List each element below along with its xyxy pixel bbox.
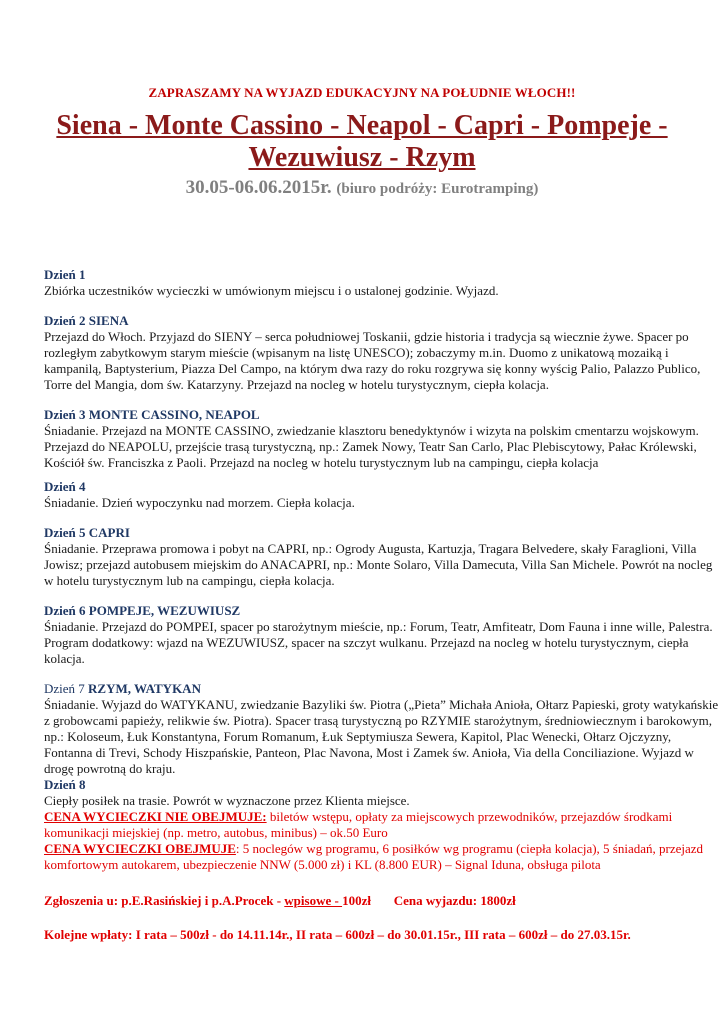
day-title (44, 681, 720, 697)
day-7 (44, 681, 720, 777)
day-title: Dzień 3 MONTE CASSINO, NEAPOL (44, 407, 260, 422)
signup-deposit: wpisowe - (284, 893, 343, 908)
signup-contacts: Zgłoszenia u: p.E.Rasińskiej i p.A.Procek - (44, 893, 285, 908)
trip-price: Cena wyjazdu: 1800zł (393, 893, 516, 908)
day-title-prefix: Dzień 7 (44, 681, 85, 696)
day-1 (44, 267, 720, 299)
day-title: Dzień 8 (44, 777, 86, 792)
day-4 (44, 479, 720, 511)
day-text: Zbiórka uczestników wycieczki w umówionym miejscu i o ustalonej godzinie. Wyjazd. (44, 283, 499, 298)
price-excludes-label: CENA WYCIECZKI NIE OBEJMUJE: (44, 809, 267, 824)
day-2 (44, 313, 720, 393)
day-6 (44, 603, 720, 667)
day-3 (44, 407, 720, 471)
trip-title-line1: Siena - Monte Cassino - Neapol - Capri - Pompeje - (56, 110, 668, 141)
day-5 (44, 525, 720, 589)
day-text: Śniadanie. Dzień wypoczynku nad morzem. Ciepła kolacja. (44, 495, 355, 510)
payment-schedule: Kolejne wpłaty: I rata – 500zł - do 14.11.14r., II rata – 600zł – do 30.01.15r., III rata – 600zł – do 27.03.15r. (44, 927, 631, 942)
price-excludes (44, 809, 720, 841)
price-includes-label: CENA WYCIECZKI OBEJMUJE (44, 841, 236, 856)
day-text: Śniadanie. Przejazd na MONTE CASSINO, zwiedzanie klasztoru benedyktynów i wizyta na polskim cmentarzu wojskowym. Przejazd do NEAPOLU, przejście trasą turystyczną, np.: Zamek Nowy, Teatr San Carlo, Plac Plebiscytowy, Pałac Królewski, Kościół św. Franciszka z Paoli. Przejazd na nocleg w hotelu turystycznym lub na campingu, ciepła kolacja (44, 423, 699, 470)
day-title: Dzień 5 CAPRI (44, 525, 130, 540)
date-range: 30.05-06.06.2015r. (185, 177, 332, 198)
trip-title-line2: Wezuwiusz - Rzym (248, 142, 476, 173)
price-includes (44, 841, 720, 873)
day-title-places: RZYM, WATYKAN (88, 681, 201, 696)
day-8 (44, 777, 720, 809)
travel-agency: (biuro podróży: Eurotramping) (336, 181, 539, 197)
day-text: Śniadanie. Wyjazd do WATYKANU, zwiedzanie Bazyliki św. Piotra („Pieta” Michała Anioła, Ołtarz Papieski, groty watykańskie z grobowcami papieży, relikwie św. Piotra). Spacer trasą turystyczną po RZYMIE starożytnym, średniowiecznym i barokowym, np.: Koloseum, Łuk Konstantyna, Forum Romanum, Łuk Septymiusza Sewera, Kapitol, Plac Wenecki, Ołtarz Ojczyzny, Fontanna di Trevi, Schody Hiszpańskie, Panteon, Plac Navona, Most i Zamek św. Anioła, Via della Conciliazione. Wyjazd w drogę powrotną do kraju. (44, 697, 719, 776)
signup-line (44, 893, 720, 909)
day-text: Przejazd do Włoch. Przyjazd do SIENY – serca południowej Toskanii, gdzie historia i tradycja są wiecznie żywe. Spacer po rozległym zabytkowym starym mieście (wpisanym na listę UNESCO); zobaczymy m.in. Duomo z unikatową mozaiką i kampanilą, Baptysterium, Piazza Del Campo, na którym dwa razy do roku rozgrywa się konny wyścig Palio, Palazzo Publico, Torre del Mangia, dom św. Katarzyny. Przejazd na nocleg w hotelu turystycznym, ciepła kolacja. (44, 329, 701, 392)
day-text: Śniadanie. Przeprawa promowa i pobyt na CAPRI, np.: Ogrody Augusta, Kartuzja, Tragara Belvedere, skały Faraglioni, Villa Jowisz; przejazd autobusem miejskim do ANACAPRI, np.: Monte Solaro, Villa Damecuta, Villa San Michele. Powrót na nocleg w hotelu turystycznym lub na campingu, ciepła kolacja. (44, 541, 713, 588)
program-content (44, 267, 720, 943)
day-title: Dzień 1 (44, 267, 86, 282)
day-title: Dzień 4 (44, 479, 86, 494)
day-title: Dzień 6 POMPEJE, WEZUWIUSZ (44, 603, 241, 618)
day-title: Dzień 2 SIENA (44, 313, 129, 328)
day-text: Śniadanie. Przejazd do POMPEI, spacer po starożytnym mieście, np.: Forum, Teatr, Amfiteatr, Dom Fauna i inne wille, Palestra. Program dodatkowy: wjazd na WEZUWIUSZ, spacer na szczyt wulkanu. Przejazd na nocleg w hotelu turystycznym, ciepła kolacja. (44, 619, 713, 666)
signup-amount: 100zł (342, 893, 371, 908)
invite-heading: ZAPRASZAMY NA WYJAZD EDUKACYJNY NA POŁUDNIE WŁOCH!! (148, 85, 576, 100)
trip-dates (0, 177, 724, 199)
price-includes-text: : 5 noclegów wg programu, 6 posiłków wg programu (ciepła kolacja), 5 śniadań, przejazd komfortowym autokarem, ubezpieczenie NNW (5.000 zł) i KL (8.800 EUR) – Signal Iduna, obsługa pilota (44, 841, 704, 872)
price-excludes-text: biletów wstępu, opłaty za miejscowych przewodników, przejazdów środkami komunikacji miejskiej (np. metro, autobus, minibus) – ok.50 Euro (44, 809, 673, 840)
day-text: Ciepły posiłek na trasie. Powrót w wyznaczone przez Klienta miejsce. (44, 793, 410, 808)
